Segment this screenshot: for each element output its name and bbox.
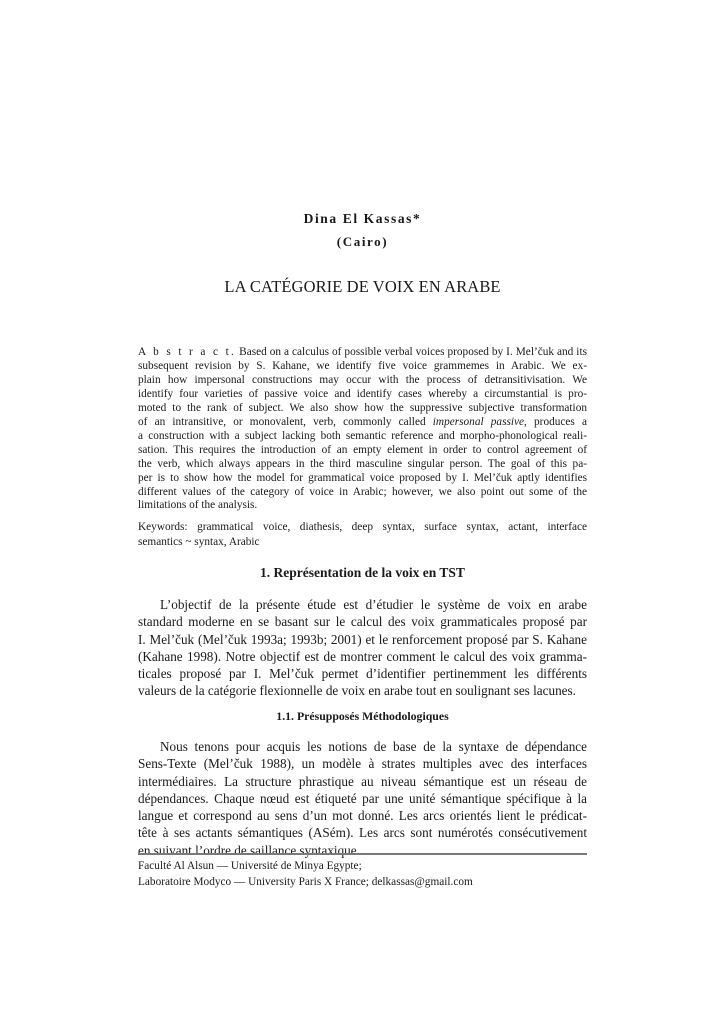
keywords-line: semantics ~ syntax, Arabic (138, 535, 260, 548)
paragraph-line: standard moderne en se basant sur le calcul des voix grammaticales proposé par (138, 614, 587, 630)
keywords (138, 520, 587, 549)
paragraph-line: intermédiaires. La structure phrastique au niveau sémantique est un réseau de (138, 773, 587, 789)
author-name: Dina El Kassas* (303, 211, 422, 226)
footnote-line: Laboratoire Modyco — University Paris X France; delkassas@gmail.com (138, 875, 473, 888)
paper-title: LA CATÉGORIE DE VOIX EN ARABE (224, 277, 501, 296)
paragraph-line: I. Mel’čuk (Mel’čuk 1993a; 1993b; 2001) et le renforcement proposé par S. Kahane (138, 631, 587, 647)
paragraph-line: tête à ses actants sémantiques (ASém). Les arcs sont numérotés consécutivement (138, 825, 587, 841)
abstract-label: A b s t r a c t. (138, 346, 237, 358)
paragraph-line: Sens-Texte (Mel’čuk 1988), un modèle à strates multiples avec des interfaces (138, 756, 587, 772)
paragraph-line: L’objectif de la présente étude est d’étudier le système de voix en arabe (160, 597, 587, 612)
footnote-divider (138, 853, 587, 855)
author-affiliation: (Cairo) (336, 234, 389, 249)
abstract-line: identify four varieties of passive voice and identify cases whereby a circumstantial is pro- (138, 387, 587, 400)
abstract-line: the verb, which always appears in the third masculine singular person. The goal of this pa- (138, 457, 587, 470)
abstract-italic-term: impersonal passive (432, 415, 525, 428)
abstract-line: subsequent revision by S. Kahane, we identify five voice grammemes in Arabic. We ex- (138, 359, 587, 372)
abstract (138, 346, 587, 513)
footnote (138, 859, 587, 890)
keywords-line: Keywords: grammatical voice, diathesis, deep syntax, surface syntax, actant, interface (138, 521, 587, 533)
paragraph-line: ticales proposé par I. Mel’čuk permet d’identifier pertinemment les différents (138, 666, 587, 682)
paragraph-line: en suivant l’ordre de saillance syntaxique. (138, 842, 360, 858)
abstract-line: sation. This requires the introduction of an empty element in order to control agreement of (138, 443, 587, 456)
subsection-heading: 1.1. Présupposés Méthodologiques (276, 709, 449, 723)
abstract-line: of an intransitive, or monovalent, verb, commonly called impersonal passive, produces a (138, 415, 587, 428)
paragraph-line: (Kahane 1998). Notre objectif est de montrer comment le calcul des voix gramma- (138, 648, 587, 664)
abstract-line: per is to show how the model for grammatical voice proposed by I. Mel’čuk aptly identifies (138, 471, 587, 484)
section-heading: 1. Représentation de la voix en TST (260, 565, 465, 580)
paragraph-line: dépendances. Chaque nœud est étiqueté par une unité sémantique spécifique à la (138, 790, 587, 806)
subsection-paragraph (138, 738, 587, 859)
footnote-line: Faculté Al Alsun — Université de Minya Egypte; (138, 860, 362, 872)
abstract-line: A b s t r a c t. Based on a calculus of possible verbal voices proposed by I. Mel’čuk and its (138, 346, 587, 358)
section-paragraph (138, 596, 587, 700)
paragraph-line: langue et correspond au sens d’un mot donné. Les arcs orientés lient le prédicat- (138, 808, 587, 824)
paragraph-line: valeurs de la catégorie flexionnelle de voix en arabe tout en soulignant ses lacunes. (138, 683, 576, 699)
abstract-line: a construction with a subject lacking both semantic reference and morpho-phonological reali- (138, 429, 587, 442)
abstract-line: plain how impersonal constructions may occur with the process of detransitivisation. We (138, 373, 587, 386)
abstract-line: moted to the rank of subject. We also show how the suppressive subjective transformation (138, 401, 587, 414)
paragraph-line: Nous tenons pour acquis les notions de base de la syntaxe de dépendance (160, 739, 587, 754)
abstract-line: limitations of the analysis. (138, 499, 258, 512)
abstract-line: different values of the category of voice in Arabic; however, we also point out some of the (138, 485, 587, 498)
